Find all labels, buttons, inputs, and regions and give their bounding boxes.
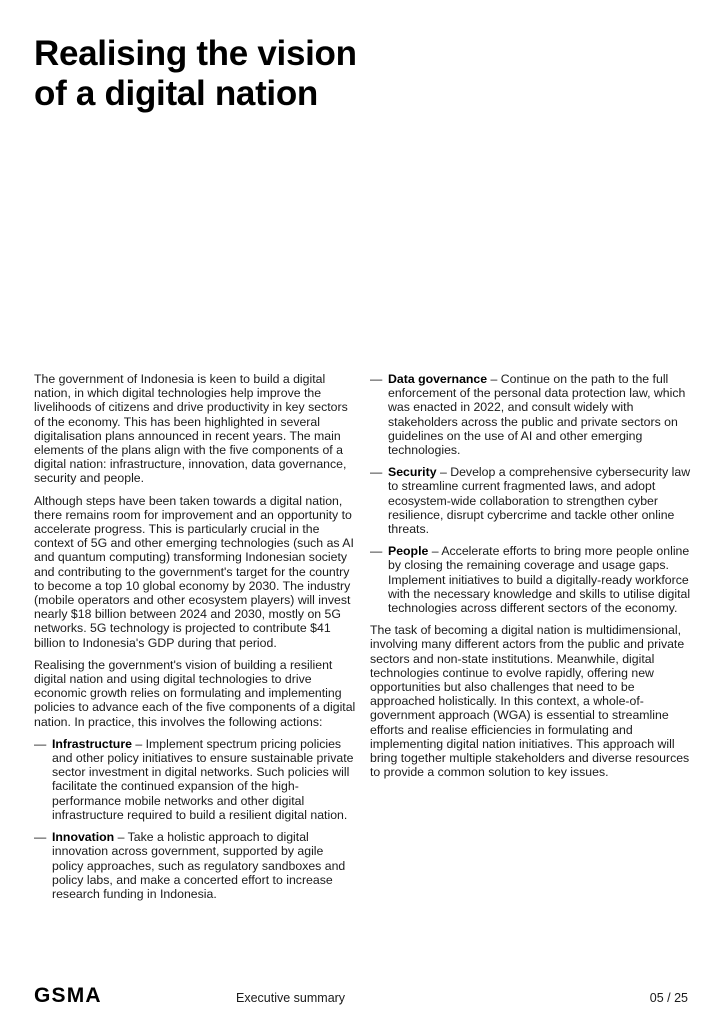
action-term: People	[388, 544, 429, 559]
right-column	[370, 372, 692, 787]
action-item-people	[370, 544, 692, 615]
action-text: – Develop a comprehensive cybersecurity law to streamline current fragmented laws, and adopt ecosystem-wide collaboration to strengthen cyber resilience, disrupt cybercrime and tackle other online threats.	[388, 465, 691, 537]
action-term: Infrastructure	[52, 736, 132, 751]
intro-paragraph: The government of Indonesia is keen to build a digital nation, in which digital technologies help improve the livelihoods of citizens and drive productivity in key sectors of the economy. This has been highlighted in several digitalisation plans announced in recent years. The main elements of the plans align with the five components of a digital nation: infrastructure, innovation, data governance, security and people.	[34, 372, 348, 486]
page-title-line-2: of a digital nation	[34, 74, 319, 113]
dash-bullet: —	[34, 830, 47, 845]
closing-paragraph: The task of becoming a digital nation is multidimensional, involving many different actors from the public and private sectors and non-state institutions. Meanwhile, digital technologies continue to evolve rapidly, offering new opportunities but also challenges that need to be approached holistically. In this context, a whole-of-government approach (WGA) is essential to streamline efforts and realise efficiencies in formulating and implementing digital nation initiatives. This approach will bring together multiple stakeholders and diverse resources to provide a common solution to key issues.	[370, 623, 690, 780]
page-number: 05 / 25	[649, 991, 688, 1005]
action-text: – Continue on the path to the full enforcement of the personal data protection law, which was enacted in 2022, and consult widely with stakeholders across the public and private sectors on guidelines on the use of AI and other emerging technologies.	[388, 372, 686, 458]
dash-bullet: —	[34, 736, 47, 751]
left-column	[34, 372, 356, 909]
dash-bullet: —	[370, 372, 383, 386]
action-text: – Implement spectrum pricing policies and other policy initiatives to ensure sustainable private sector investment in digital networks. Such policies will facilitate the continued expansion of the high-performance mobile networks and other digital infrastructure required to build a resilient digital nation.	[52, 736, 354, 822]
action-item-innovation	[34, 830, 356, 901]
action-text: – Take a holistic approach to digital innovation across government, supported by agile policy approaches, such as regulatory sandboxes and policy labs, and make a concerted effort to increase research funding in Indonesia.	[52, 830, 346, 901]
actions-list-right	[370, 372, 692, 615]
page-title	[34, 34, 634, 114]
page-title-line-1: Realising the vision	[34, 34, 357, 73]
actions-list-left	[34, 737, 356, 901]
action-text: – Accelerate efforts to bring more people online by closing the remaining coverage and usage gaps. Implement initiatives to build a digitally-ready workforce with the necessary knowledge and skills to utilise digital technologies across different sectors of the economy.	[388, 544, 691, 616]
action-term: Innovation	[52, 830, 115, 845]
page-footer	[0, 984, 724, 1014]
gsma-logo: GSMA	[34, 984, 102, 1007]
action-item-infrastructure	[34, 737, 356, 822]
progress-paragraph: Although steps have been taken towards a digital nation, there remains room for improvement and an opportunity to accelerate progress. This is particularly crucial in the context of 5G and other emerging technologies (such as AI and quantum computing) transforming Indonesian society and contributing to the government's target for the country to become a top 10 global economy by 2030. The industry (mobile operators and other ecosystem players) will invest nearly $18 billion between 2024 and 2030, mostly on 5G networks. 5G technology is projected to contribute $41 billion to Indonesia's GDP during that period.	[34, 493, 354, 650]
action-term: Data governance	[388, 372, 488, 386]
action-term: Security	[388, 465, 437, 480]
section-label: Executive summary	[236, 991, 346, 1005]
dash-bullet: —	[370, 465, 383, 480]
actions-paragraph: Realising the government's vision of building a resilient digital nation and using digital technologies to drive economic growth relies on formulating and implementing policies to advance each of the five components of a digital nation. In practice, this involves the following actions:	[34, 657, 356, 729]
dash-bullet: —	[370, 544, 383, 559]
action-item-security	[370, 465, 692, 536]
action-item-data-governance	[370, 372, 692, 457]
